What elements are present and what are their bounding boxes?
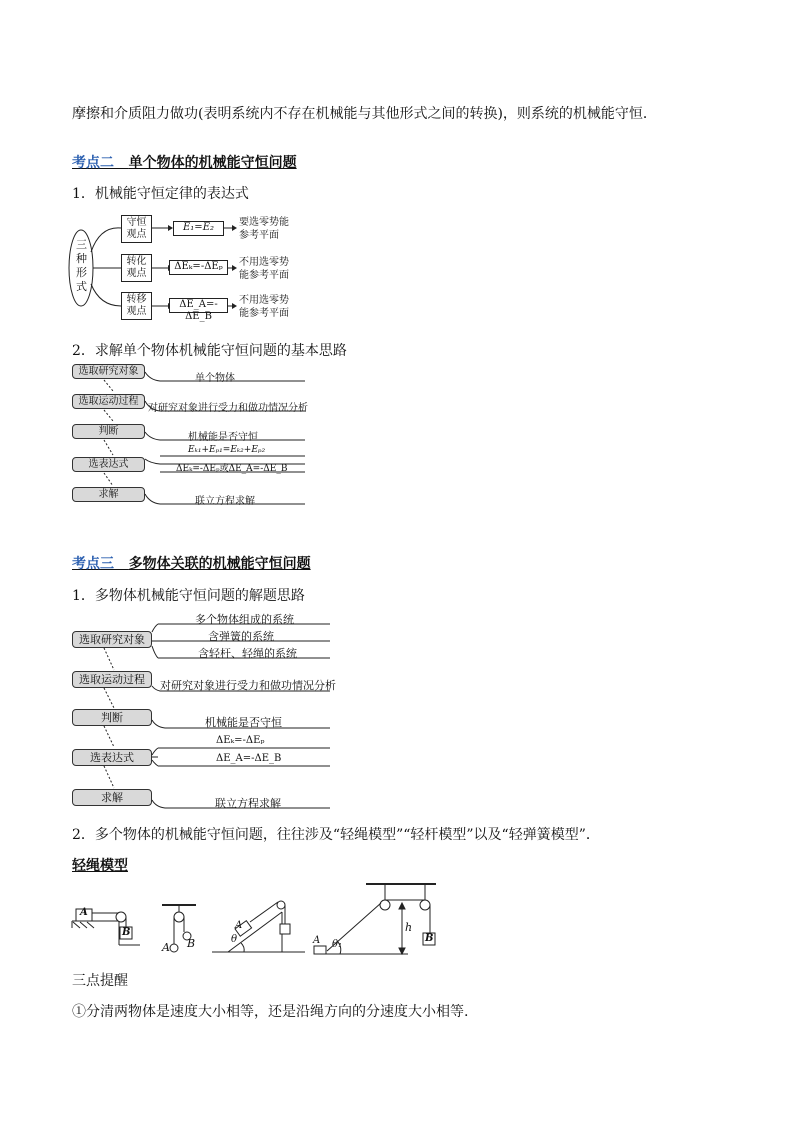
flow-step: 选取运动过程 bbox=[72, 671, 152, 688]
formula-box: ΔE_A=-ΔE_B bbox=[169, 298, 228, 313]
flow-desc: 多个物体组成的系统 bbox=[195, 613, 294, 626]
subheading: 1．多物体机械能守恒问题的解题思路 bbox=[72, 588, 305, 604]
paragraph: 2．多个物体的机械能守恒问题，往往涉及“轻绳模型”“轻杆模型”以及“轻弹簧模型”． bbox=[72, 827, 600, 843]
flow-desc: 机械能是否守恒 bbox=[205, 716, 282, 729]
flow-desc: 联立方程求解 bbox=[195, 496, 255, 507]
figure-incline-pulley bbox=[212, 901, 305, 952]
note: 不用选零势 能参考平面 bbox=[239, 257, 289, 281]
label-theta: θ bbox=[231, 934, 238, 945]
flow-desc: ΔE_A=-ΔE_B bbox=[216, 753, 282, 764]
flow-step: 判断 bbox=[72, 424, 145, 439]
view-label-line2: 观点 bbox=[126, 268, 147, 279]
flow-desc: 单个物体 bbox=[195, 373, 235, 384]
flow-step: 判断 bbox=[72, 709, 152, 726]
formula-box: E₁=E₂ bbox=[173, 221, 224, 236]
label-h: h bbox=[405, 921, 413, 934]
section-number: 考点三 bbox=[72, 556, 114, 572]
view-label-line2: 观点 bbox=[126, 306, 147, 317]
reminder-item: ①分清两物体是速度大小相等，还是沿绳方向的分速度大小相等. bbox=[72, 1004, 469, 1020]
reminder-title: 三点提醒 bbox=[72, 973, 128, 989]
note: 要选零势能 参考平面 bbox=[239, 217, 289, 241]
section-title: 多物体关联的机械能守恒问题 bbox=[128, 556, 311, 572]
label-b: B bbox=[187, 937, 196, 950]
label-a: A bbox=[313, 935, 321, 946]
label-b: B bbox=[425, 933, 434, 944]
flow-desc: 机械能是否守恒 bbox=[188, 432, 258, 443]
view-label-line1: 守恒 bbox=[126, 217, 147, 228]
view-label-line1: 转化 bbox=[126, 256, 147, 267]
subheading: 2．求解单个物体机械能守恒问题的基本思路 bbox=[72, 343, 347, 359]
flow-desc: ΔEₖ=-ΔEₚ或ΔE_A=-ΔE_B bbox=[176, 464, 288, 474]
flow-desc: 联立方程求解 bbox=[215, 797, 281, 810]
model-title: 轻绳模型 bbox=[72, 858, 128, 874]
subheading: 1．机械能守恒定律的表达式 bbox=[72, 186, 249, 202]
view-label-line2: 观点 bbox=[126, 229, 147, 240]
flow-desc: 含轻杆、轻绳的系统 bbox=[198, 647, 297, 660]
intro-paragraph: 摩擦和介质阻力做功(表明系统内不存在机械能与其他形式之间的转换)，则系统的机械能守恒． bbox=[72, 106, 657, 122]
flow-desc: 对研究对象进行受力和做功情况分析 bbox=[160, 679, 336, 692]
section-number: 考点二 bbox=[72, 155, 114, 171]
flow-step: 选取研究对象 bbox=[72, 364, 145, 379]
formula-box: ΔEₖ=-ΔEₚ bbox=[169, 260, 228, 275]
flow-step: 选表达式 bbox=[72, 749, 152, 766]
flow-step: 选表达式 bbox=[72, 457, 145, 472]
flow-step: 求解 bbox=[72, 487, 145, 502]
flow-desc: 对研究对象进行受力和做功情况分析 bbox=[148, 403, 308, 414]
flow-desc: 含弹簧的系统 bbox=[208, 630, 274, 643]
label-theta1: θ₁ bbox=[332, 939, 343, 950]
flow-step: 求解 bbox=[72, 789, 152, 806]
view-label-line1: 转移 bbox=[126, 294, 147, 305]
root-label: 三种形式 bbox=[76, 238, 87, 293]
section-title: 单个物体的机械能守恒问题 bbox=[128, 155, 297, 171]
label-b: B bbox=[122, 927, 131, 938]
flow-desc: ΔEₖ=-ΔEₚ bbox=[216, 735, 265, 746]
label-a: A bbox=[235, 920, 243, 931]
flow-desc: Eₖ₁+Eₚ₁=Eₖ₂+Eₚ₂ bbox=[188, 445, 266, 455]
note: 不用选零势 能参考平面 bbox=[239, 295, 289, 319]
flow-step: 选取运动过程 bbox=[72, 394, 145, 409]
label-a: A bbox=[80, 907, 88, 918]
label-a: A bbox=[162, 941, 170, 954]
flow-step: 选取研究对象 bbox=[72, 631, 152, 648]
